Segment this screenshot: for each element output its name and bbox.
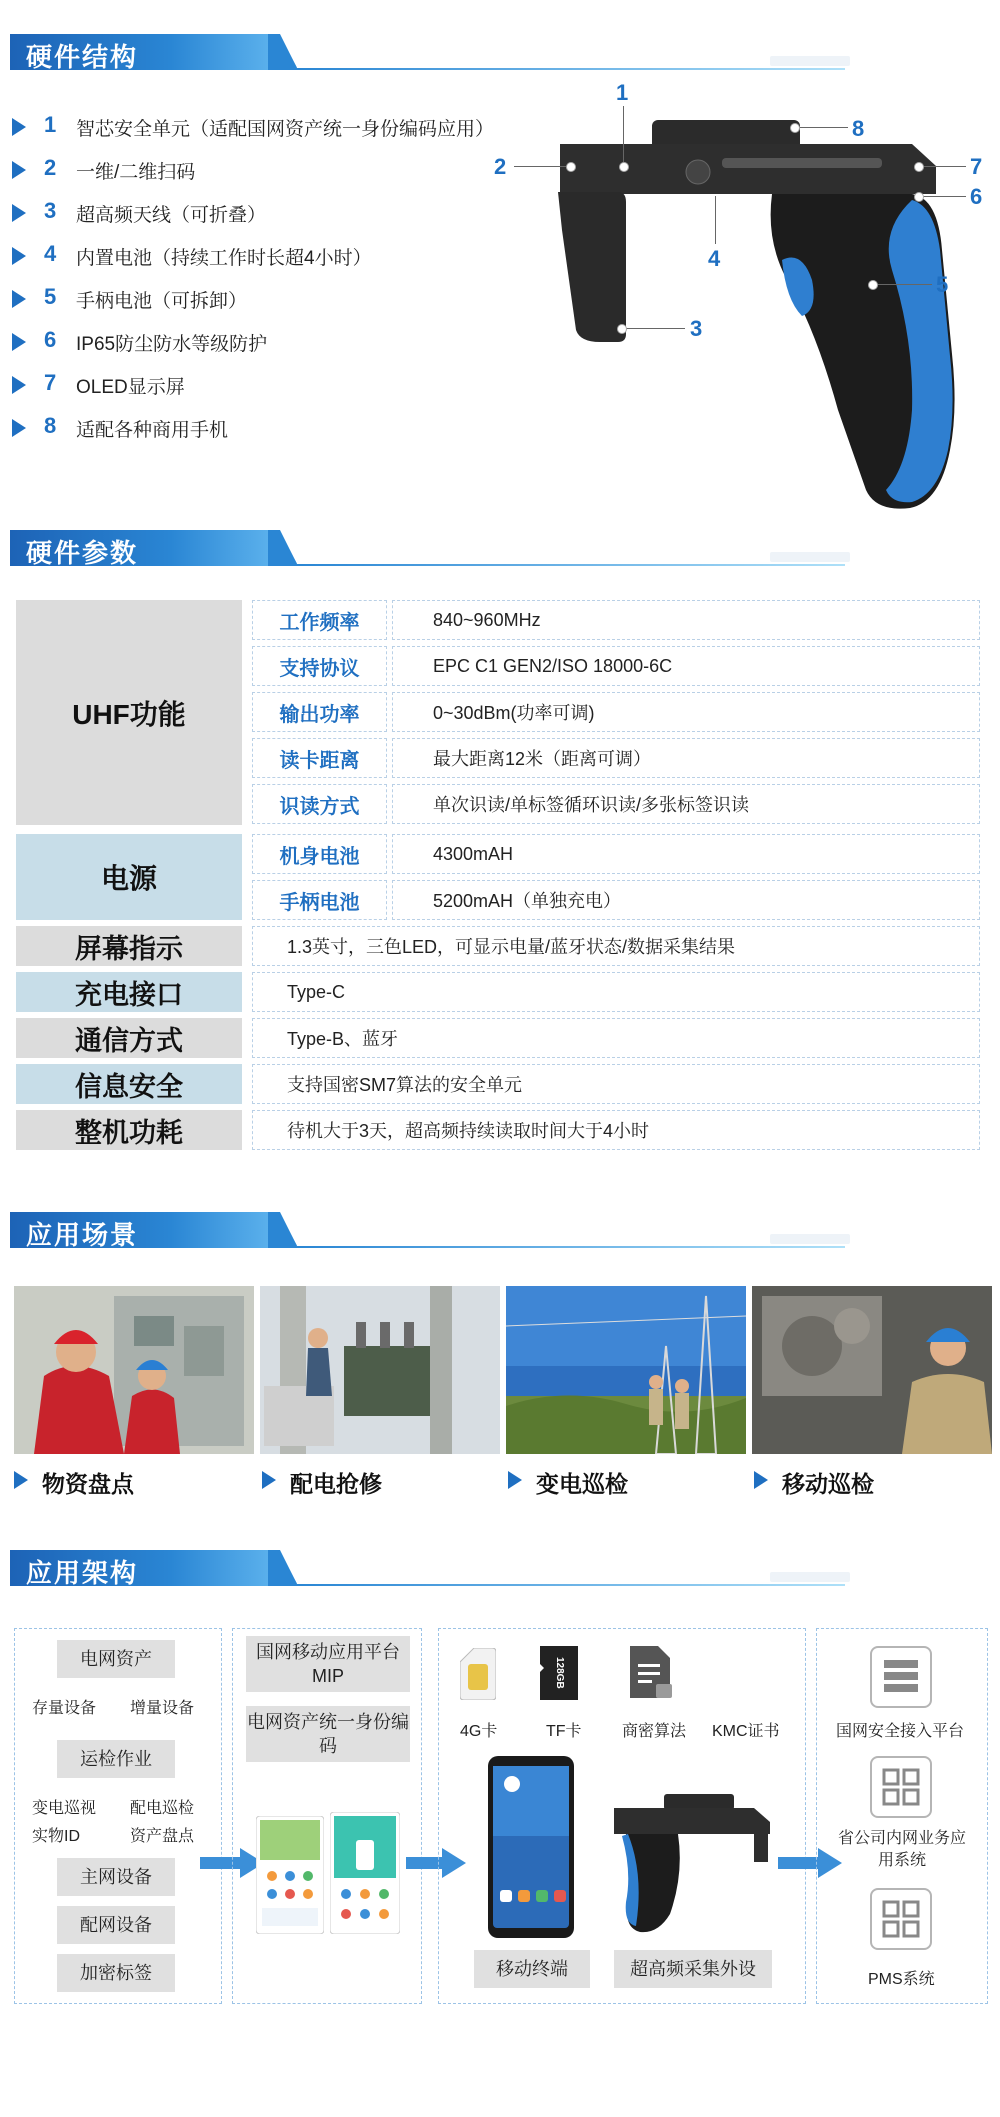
uhf-device-image [614,1794,774,1934]
spec-value: Type-C [252,972,980,1012]
triangle-bullet-icon [12,247,26,265]
spec-value: 单次识读/单标签循环识读/多张标签识读 [392,784,980,824]
spec-value: 待机大于3天，超高频持续读取时间大于4小时 [252,1110,980,1150]
callout-number: 5 [936,272,949,297]
crypto-document-icon [630,1646,674,1702]
spec-value: 1.3英寸，三色LED，可显示电量/蓝牙状态/数据采集结果 [252,926,980,966]
spec-label: 机身电池 [252,834,387,874]
spec-label: 输出功率 [252,692,387,732]
arch-box: 超高频采集外设 [614,1950,772,1988]
spec-category-uhf: UHF功能 [16,600,242,825]
spec-category: 整机功耗 [16,1110,242,1150]
section-title: 应用架构 [26,1558,139,1588]
triangle-bullet-icon [262,1471,276,1489]
spec-label: 手柄电池 [252,880,387,920]
section-header-hardware-params [10,530,845,570]
triangle-bullet-icon [508,1471,522,1489]
spec-label: 读卡距离 [252,738,387,778]
spec-value: Type-B、蓝牙 [252,1018,980,1058]
callout-number: 6 [970,184,983,209]
callout-number: 3 [690,316,703,341]
scene-photo-inventory [14,1286,254,1454]
spec-label: 识读方式 [252,784,387,824]
spec-category: 充电接口 [16,972,242,1012]
app-screen-image [256,1816,324,1934]
spec-category: 屏幕指示 [16,926,242,966]
scene-photo-distribution-repair [260,1286,500,1454]
arch-box: 主网设备 [57,1858,175,1896]
spec-value: EPC C1 GEN2/ISO 18000-6C [392,646,980,686]
callout-number: 2 [494,154,507,179]
arch-box: 电网资产 [57,1640,175,1678]
sim-card-icon [460,1648,496,1700]
server-stack-icon [870,1646,932,1708]
triangle-bullet-icon [12,118,26,136]
spec-category-power: 电源 [16,834,242,920]
tf-card-chip: 128GB [554,1657,565,1689]
section-title: 硬件结构 [26,42,139,72]
section-header-architecture [10,1550,845,1590]
callout-number: 4 [708,246,721,271]
app-grid-icon [870,1756,932,1818]
spec-category: 信息安全 [16,1064,242,1104]
triangle-bullet-icon [12,204,26,222]
app-grid-icon [870,1888,932,1950]
app-screen-image [330,1812,400,1934]
spec-value: 支持国密SM7算法的安全单元 [252,1064,980,1104]
spec-category: 通信方式 [16,1018,242,1058]
arch-box: 国网移动应用平台MIP [246,1636,410,1692]
triangle-bullet-icon [754,1471,768,1489]
arch-box: 移动终端 [474,1950,590,1988]
section-title: 硬件参数 [26,538,139,568]
callout-number: 8 [852,116,865,141]
triangle-bullet-icon [12,161,26,179]
triangle-bullet-icon [12,376,26,394]
section-header-hardware-structure [10,34,845,74]
callout-number: 7 [970,154,983,179]
scene-photo-mobile-patrol [752,1286,992,1454]
spec-value: 840~960MHz [392,600,980,640]
uhf-pistol-grip-device-image [540,110,960,520]
mobile-terminal-image [488,1756,574,1938]
triangle-bullet-icon [12,333,26,351]
callout-number: 1 [616,80,629,105]
triangle-bullet-icon [14,1471,28,1489]
spec-value: 最大距离12米（距离可调） [392,738,980,778]
arch-box: 运检作业 [57,1740,175,1778]
spec-value: 4300mAH [392,834,980,874]
triangle-bullet-icon [12,290,26,308]
arch-box: 配网设备 [57,1906,175,1944]
arch-box: 电网资产统一身份编码 [246,1706,410,1762]
section-header-scenarios [10,1212,845,1252]
arch-box: 加密标签 [57,1954,175,1992]
section-title: 应用场景 [26,1220,139,1250]
spec-value: 5200mAH（单独充电） [392,880,980,920]
spec-label: 工作频率 [252,600,387,640]
spec-label: 支持协议 [252,646,387,686]
scene-photo-substation-patrol [506,1286,746,1454]
spec-value: 0~30dBm(功率可调) [392,692,980,732]
triangle-bullet-icon [12,419,26,437]
